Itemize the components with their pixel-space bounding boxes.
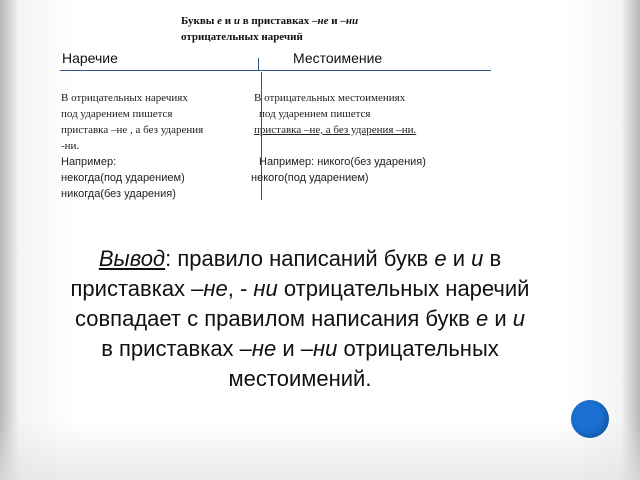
conclusion-part-6: и <box>488 306 513 331</box>
title-text-1: Буквы <box>181 15 218 27</box>
title-prefix-ni: ни <box>345 15 359 27</box>
table-horizontal-divider <box>60 70 491 71</box>
pronoun-example-2: некого(под ударением) <box>251 172 369 184</box>
title-line-2: отрицательных наречий <box>181 31 303 43</box>
conclusion-part-9: отрицательных местоимений. <box>228 336 499 391</box>
conclusion-prefix-ni: ни <box>253 276 278 301</box>
conclusion-part-7: в приставках – <box>101 336 252 361</box>
title-prefix-ne: не <box>317 15 329 27</box>
pronoun-rule-column <box>251 90 484 186</box>
adverb-line-2: под ударением пишется <box>61 108 173 120</box>
pronoun-line-2: под ударением пишется <box>259 108 371 120</box>
conclusion-part-4: , - <box>227 276 254 301</box>
conclusion-part-1: : правило написаний букв <box>165 246 435 271</box>
header-pronoun: Местоимение <box>293 50 383 66</box>
adverb-example-2: никогда(без ударения) <box>61 188 176 200</box>
title-text-3: в приставках – <box>239 15 318 27</box>
table-vertical-divider-top <box>258 58 259 70</box>
conclusion-letter-e-2: е <box>475 306 489 331</box>
conclusion-part-8: и – <box>276 336 313 361</box>
adverb-line-3: приставка –не , а без ударения <box>61 124 204 136</box>
conclusion-part-3: в приставках – <box>70 246 502 301</box>
conclusion-text <box>70 244 530 394</box>
conclusion-prefix-ni-2: ни <box>313 336 338 361</box>
conclusion-letter-i: и <box>471 246 484 271</box>
navigation-circle-button[interactable] <box>571 400 609 438</box>
conclusion-letter-e: е <box>434 246 447 271</box>
header-adverb: Наречие <box>62 50 118 66</box>
title-letter-e: е <box>217 15 223 27</box>
pronoun-line-3: приставка –не, а без ударения –ни. <box>254 124 417 136</box>
conclusion-part-2: и <box>446 246 472 271</box>
conclusion-part-5: отрицательных наречий совпадает с правилом написания букв <box>75 276 530 331</box>
adverb-example-label: Например: <box>61 156 117 168</box>
adverb-rule-column <box>61 90 261 202</box>
slide-title <box>181 13 521 45</box>
conclusion-prefix-ne: не <box>203 276 228 301</box>
title-text-4: и – <box>328 15 346 27</box>
adverb-line-1: В отрицательных наречиях <box>61 92 188 104</box>
adverb-line-4: -ни. <box>61 140 80 152</box>
title-text-2: и <box>222 15 234 27</box>
pronoun-line-1: В отрицательных местоимениях <box>254 92 406 104</box>
title-letter-i: и <box>233 15 240 27</box>
adverb-example-1: некогда(под ударением) <box>61 172 185 184</box>
conclusion-prefix-ne-2: не <box>251 336 277 361</box>
slide-bottom-shade <box>0 420 640 480</box>
conclusion-keyword: Вывод <box>98 246 166 271</box>
pronoun-example-1: Например: никого(без ударения) <box>259 156 426 168</box>
conclusion-letter-i-2: и <box>512 306 525 331</box>
